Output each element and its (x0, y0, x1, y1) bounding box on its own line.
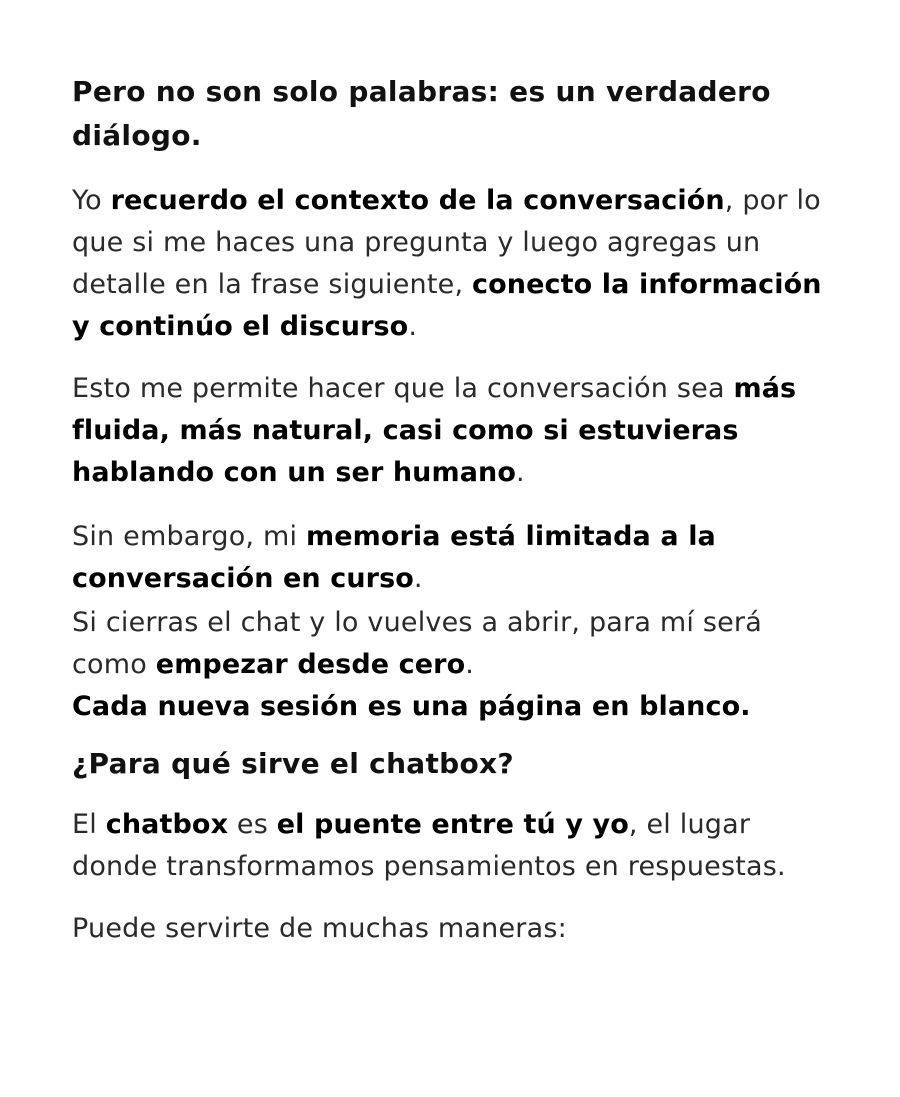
paragraph-contexto (72, 180, 832, 348)
text-run: , por lo que si me haces una pregunta y luego agregas un detalle en la frase siguiente, (72, 185, 821, 300)
emphasis-run: el puente entre tú y yo (276, 809, 629, 840)
text-run: Puede servirte de muchas maneras: (72, 913, 567, 944)
emphasis-run: empezar desde cero (155, 649, 466, 680)
section-heading-chatbox: ¿Para qué sirve el chatbox? (72, 747, 514, 780)
text-run: El (72, 809, 106, 840)
paragraph-cierras-chat (72, 602, 832, 686)
emphasis-run: más fluida, más natural, casi como si estuvieras hablando con un ser humano (72, 373, 797, 488)
paragraph-fluida (72, 368, 832, 494)
emphasis-run: Cada nueva sesión es una página en blanco. (72, 691, 751, 722)
paragraph-chatbox (72, 804, 832, 888)
document-page (72, 70, 832, 950)
emphasis-run: chatbox (105, 809, 229, 840)
text-run: . (516, 457, 525, 488)
paragraph-nueva-sesion (72, 686, 832, 728)
emphasis-run: conecto la información y continúo el discurso (72, 269, 822, 342)
paragraph-memoria (72, 516, 832, 600)
text-run: Yo (72, 185, 111, 216)
emphasis-run: memoria está limitada a la conversación en curso (72, 521, 716, 594)
text-run: . (408, 311, 418, 342)
emphasis-run: recuerdo el contexto de la conversación (110, 185, 725, 216)
text-run: , el lugar donde transformamos pensamientos en respuestas. (72, 809, 786, 882)
text-run: . (413, 563, 423, 594)
section-heading-dialogo: Pero no son solo palabras: es un verdadero diálogo. (72, 75, 771, 152)
text-run: Esto me permite hacer que la conversación sea (72, 373, 734, 404)
text-run: Si cierras el chat y lo vuelves a abrir, para mí será como (72, 607, 762, 680)
text-run: es (228, 809, 277, 840)
text-run: . (465, 649, 475, 680)
text-run: Sin embargo, mi (72, 521, 306, 552)
paragraph-maneras (72, 908, 832, 950)
